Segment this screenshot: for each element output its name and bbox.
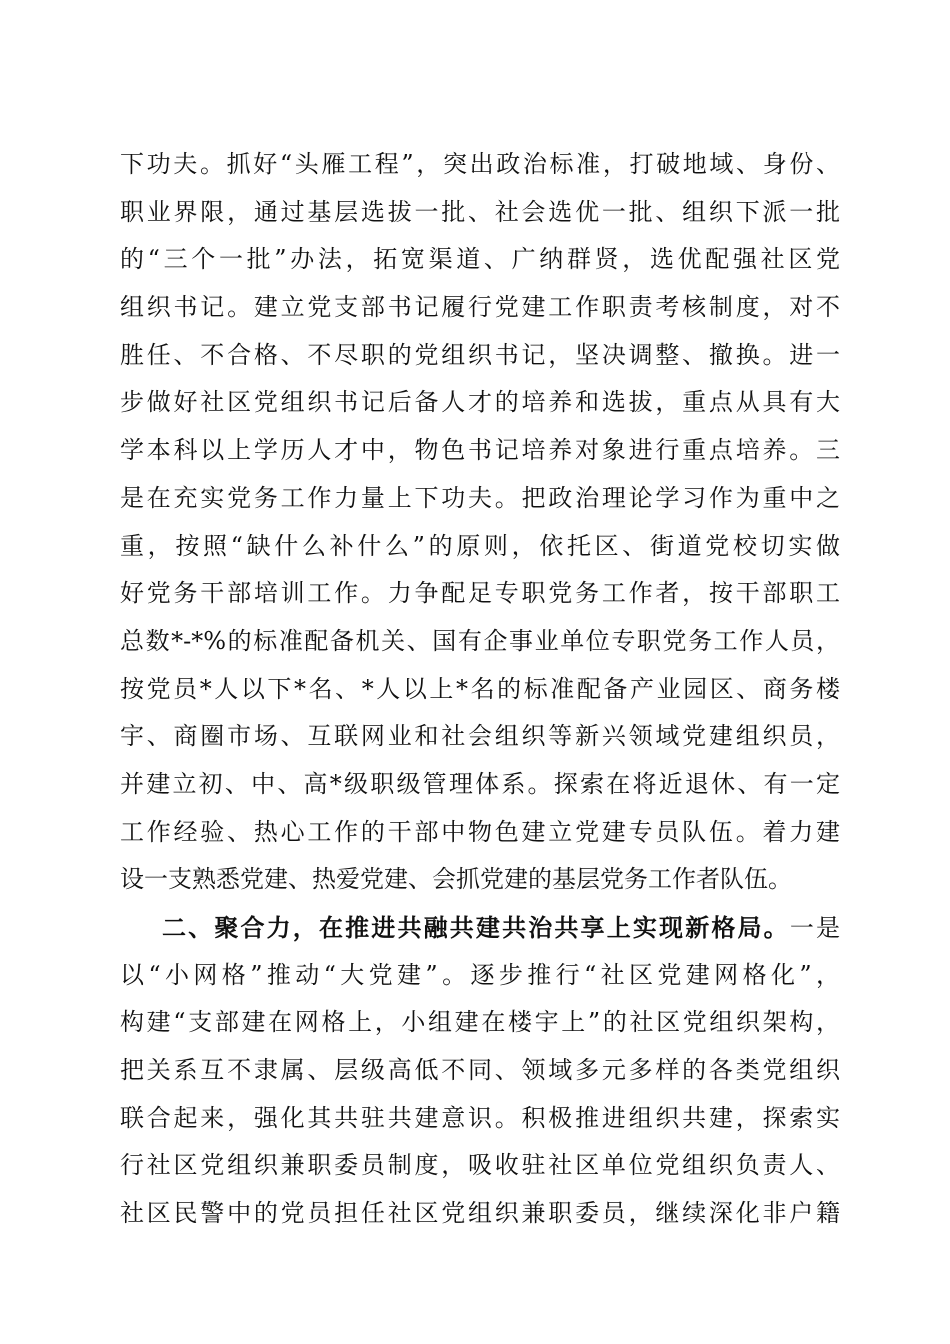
text-line: 按党员*人以下*名、*人以上*名的标准配备产业园区、商务楼 [120, 674, 840, 703]
text-line: 职业界限，通过基层选拔一批、社会选优一批、组织下派一批 [120, 197, 840, 226]
text-line: 联合起来，强化其共驻共建意识。积极推进组织共建，探索实 [120, 1103, 840, 1132]
text-line: 社区民警中的党员担任社区党组织兼职委员，继续深化非户籍 [120, 1199, 840, 1228]
text-line: 组织书记。建立党支部书记履行党建工作职责考核制度，对不 [120, 293, 840, 322]
text-line: 学本科以上学历人才中，物色书记培养对象进行重点培养。三 [120, 436, 840, 465]
text-line: 好党务干部培训工作。力争配足专职党务工作者，按干部职工 [120, 579, 840, 608]
text-line: 设一支熟悉党建、热爱党建、会抓党建的基层党务工作者队伍。 [120, 865, 792, 894]
text-line: 行社区党组织兼职委员制度，吸收驻社区单位党组织负责人、 [120, 1151, 840, 1180]
text-line: 以“小网格”推动“大党建”。逐步推行“社区党建网格化”， [120, 960, 840, 989]
text-line: 构建“支部建在网格上，小组建在楼宇上”的社区党组织架构， [120, 1008, 840, 1037]
text-line: 工作经验、热心工作的干部中物色建立党建专员队伍。着力建 [120, 817, 840, 846]
text-line: 的“三个一批”办法，拓宽渠道、广纳群贤，选优配强社区党 [120, 245, 840, 274]
section-heading-line [120, 904, 840, 952]
text-line: 重，按照“缺什么补什么”的原则，依托区、街道党校切实做 [120, 531, 840, 560]
text-line: 下功夫。抓好“头雁工程”，突出政治标准，打破地域、身份、 [120, 150, 840, 178]
section-heading-tail: 一是 [789, 914, 840, 942]
body-text [120, 141, 840, 1238]
text-line: 步做好社区党组织书记后备人才的培养和选拔，重点从具有大 [120, 388, 840, 417]
text-line: 把关系互不隶属、层级高低不同、领域多元多样的各类党组织 [120, 1056, 840, 1085]
text-line: 宇、商圈市场、互联网业和社会组织等新兴领域党建组织员， [120, 722, 840, 751]
text-line: 并建立初、中、高*级职级管理体系。探索在将近退休、有一定 [120, 769, 840, 798]
text-line: 胜任、不合格、不尽职的党组织书记，坚决调整、撤换。进一 [120, 340, 840, 369]
section-heading: 二、聚合力，在推进共融共建共治共享上实现新格局。 [162, 913, 790, 942]
text-line: 是在充实党务工作力量上下功夫。把政治理论学习作为重中之 [120, 483, 840, 512]
text-line: 总数*-*%的标准配备机关、国有企事业单位专职党务工作人员， [120, 626, 840, 655]
